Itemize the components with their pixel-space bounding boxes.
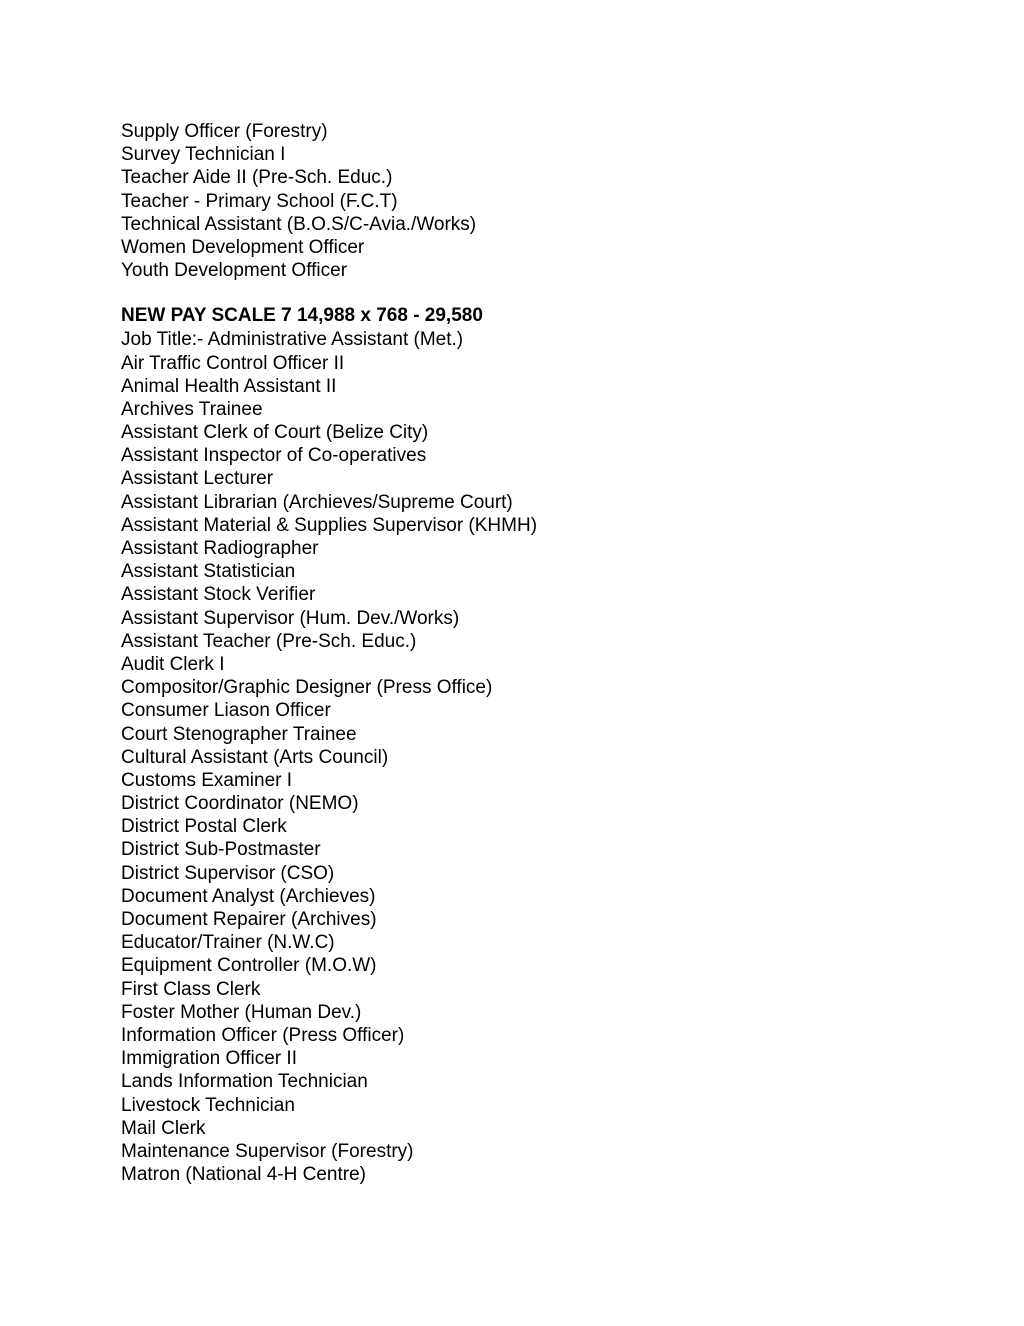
list-item: Court Stenographer Trainee [121,723,357,745]
continued-job-list [121,120,981,282]
list-item: Teacher Aide II (Pre-Sch. Educ.) [121,167,393,189]
job-title-list [121,328,981,1186]
section-spacer [121,282,981,304]
list-item: Assistant Statistician [121,561,296,583]
list-item: Assistant Lecturer [121,468,274,490]
list-item: Technical Assistant (B.O.S/C-Avia./Works) [121,213,477,235]
list-item: Information Officer (Press Officer) [121,1024,405,1046]
list-item: Foster Mother (Human Dev.) [121,1001,362,1023]
list-item: Lands Information Technician [121,1071,368,1093]
list-item: First Class Clerk [121,978,261,1000]
list-item: Archives Trainee [121,398,263,420]
list-item: Livestock Technician [121,1094,295,1116]
list-item: Assistant Material & Supplies Supervisor (KHMH) [121,514,538,536]
list-item: Women Development Officer [121,236,365,258]
list-item: Assistant Inspector of Co-operatives [121,445,427,467]
list-item: Youth Development Officer [121,260,348,282]
list-item: Air Traffic Control Officer II [121,352,345,374]
list-item: Survey Technician I [121,144,286,166]
list-item: Maintenance Supervisor (Forestry) [121,1140,414,1162]
list-item: Equipment Controller (M.O.W) [121,955,377,977]
list-item: Audit Clerk I [121,653,225,675]
list-item: Animal Health Assistant II [121,375,337,397]
list-item: Teacher - Primary School (F.C.T) [121,190,398,212]
list-item: Assistant Radiographer [121,538,319,559]
list-item: Mail Clerk [121,1117,206,1139]
list-item: Document Analyst (Archieves) [121,885,376,907]
list-item: Customs Examiner I [121,769,293,791]
list-item: Immigration Officer II [121,1048,297,1070]
pay-scale-heading: NEW PAY SCALE 7 14,988 x 768 - 29,580 [121,305,483,327]
list-item: Assistant Stock Verifier [121,584,316,606]
list-item: Job Title:- Administrative Assistant (Met.) [121,329,464,351]
list-item: Assistant Teacher (Pre-Sch. Educ.) [121,630,417,652]
list-item: Educator/Trainer (N.W.C) [121,932,335,954]
list-item: Assistant Supervisor (Hum. Dev./Works) [121,607,460,629]
list-item: District Sub-Postmaster [121,839,321,861]
list-item: Consumer Liason Officer [121,700,331,722]
list-item: District Coordinator (NEMO) [121,793,359,815]
page-content [121,120,981,1186]
list-item: District Supervisor (CSO) [121,862,335,884]
list-item: Compositor/Graphic Designer (Press Office) [121,677,493,699]
list-item: Assistant Librarian (Archieves/Supreme Court) [121,491,513,513]
list-item: Assistant Clerk of Court (Belize City) [121,422,429,444]
list-item: Matron (National 4-H Centre) [121,1164,366,1186]
list-item: Supply Officer (Forestry) [121,121,328,142]
list-item: Document Repairer (Archives) [121,909,377,930]
list-item: District Postal Clerk [121,816,287,838]
list-item: Cultural Assistant (Arts Council) [121,746,389,768]
